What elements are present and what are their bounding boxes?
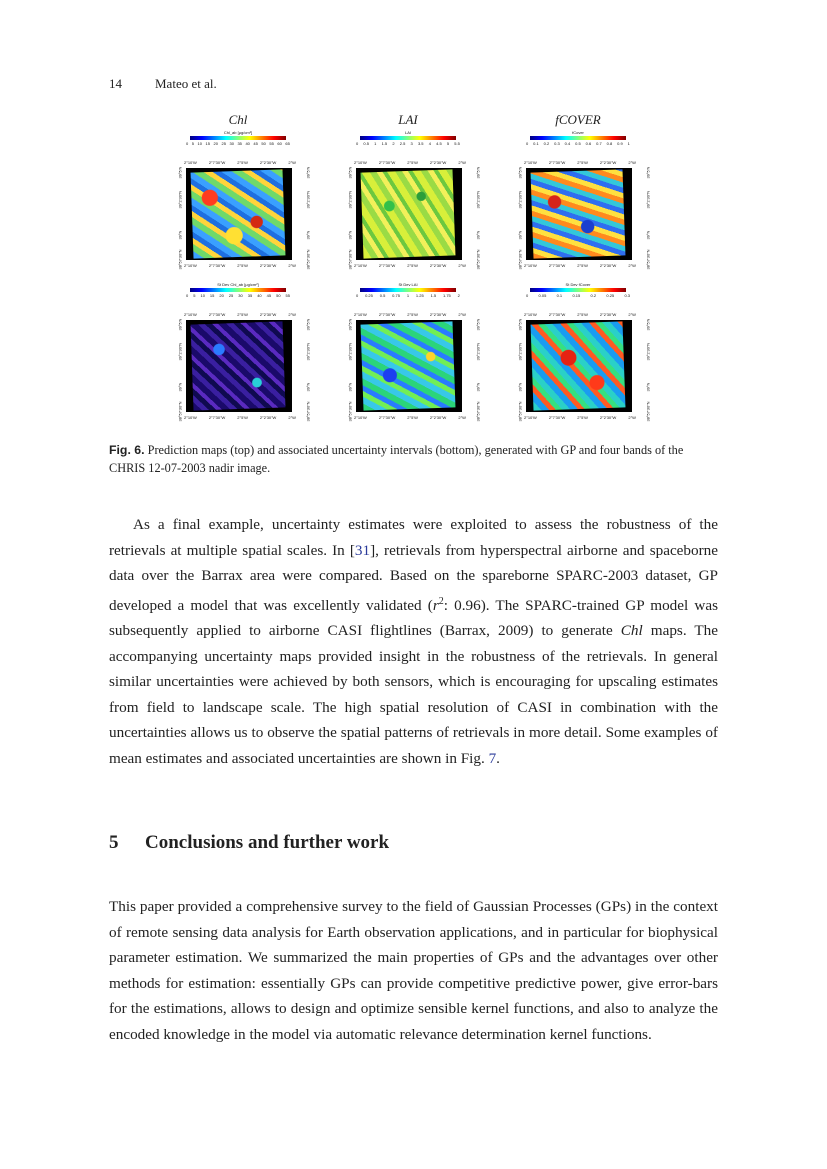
paragraph-run: : 0.96). The SPARC-trained GP model was subsequently applied to airborne CASI flightlines (Barrax, 2009) to generate bbox=[109, 596, 718, 640]
latitude-tick-label: 38°57'30"N bbox=[645, 401, 651, 422]
latitude-tick-label: 39°N bbox=[347, 382, 353, 392]
colorbar-tick-label: 2 bbox=[457, 293, 460, 298]
longitude-tick-label: 2°10'W bbox=[354, 415, 367, 420]
colorbar-tick-label: 0 bbox=[186, 293, 189, 298]
longitude-tick-label: 2°5'W bbox=[577, 160, 588, 165]
latitude-tick-label: 39°5'N bbox=[475, 166, 481, 179]
colorbar-tick-label: 20 bbox=[213, 141, 218, 146]
latitude-tick-label: 39°2'30"N bbox=[177, 191, 183, 209]
colorbar bbox=[190, 136, 286, 140]
longitude-tick-label: 2°2'30"W bbox=[429, 415, 447, 420]
colorbar-tick-label: 2.5 bbox=[399, 141, 406, 146]
colorbar-tick-label: 0.5 bbox=[379, 293, 386, 298]
latitude-tick-label: 38°57'30"N bbox=[475, 249, 481, 270]
longitude-tick-label: 2°10'W bbox=[354, 160, 367, 165]
longitude-tick-label: 2°7'30"W bbox=[208, 263, 226, 268]
longitude-tick-label: 2°10'W bbox=[184, 263, 197, 268]
longitude-tick-label: 2°2'30"W bbox=[429, 263, 447, 268]
latitude-ticks-right bbox=[298, 318, 318, 422]
longitude-tick-label: 2°10'W bbox=[524, 263, 537, 268]
longitude-tick-label: 2°W bbox=[628, 415, 636, 420]
longitude-tick-label: 2°5'W bbox=[577, 263, 588, 268]
longitude-tick-label: 2°10'W bbox=[524, 312, 537, 317]
latitude-tick-label: 39°2'30"N bbox=[517, 191, 523, 209]
colorbar-tick-label: 0.25 bbox=[606, 293, 615, 298]
latitude-tick-label: 39°N bbox=[645, 230, 651, 240]
colorbar-tick-label: 0.8 bbox=[606, 141, 613, 146]
colorbar-tick-label: 10 bbox=[200, 293, 205, 298]
colorbar bbox=[360, 288, 456, 292]
longitude-tick-label: 2°5'W bbox=[237, 312, 248, 317]
latitude-tick-label: 38°57'30"N bbox=[517, 401, 523, 422]
colorbar-tick-label: 0 bbox=[356, 141, 359, 146]
longitude-tick-label: 2°W bbox=[458, 312, 466, 317]
longitude-tick-label: 2°7'30"W bbox=[378, 263, 396, 268]
latitude-tick-label: 39°5'N bbox=[645, 318, 651, 331]
latitude-tick-label: 39°2'30"N bbox=[305, 191, 311, 209]
longitude-tick-label: 2°5'W bbox=[577, 415, 588, 420]
column-title-fcover: fCOVER bbox=[555, 112, 601, 127]
raster-map-image bbox=[526, 320, 632, 412]
colorbar-title: St Dev LAI bbox=[398, 282, 418, 287]
longitude-tick-label: 2°2'30"W bbox=[599, 312, 617, 317]
longitude-tick-label: 2°7'30"W bbox=[548, 312, 566, 317]
map-panel-fcover bbox=[508, 130, 651, 270]
colorbar-tick-label: 5 bbox=[193, 293, 196, 298]
latitude-tick-label: 39°2'30"N bbox=[645, 191, 651, 209]
running-head-authors: Mateo et al. bbox=[155, 76, 217, 91]
longitude-tick-label: 2°W bbox=[458, 263, 466, 268]
longitude-ticks-top bbox=[354, 312, 466, 317]
longitude-tick-label: 2°2'30"W bbox=[599, 160, 617, 165]
latitude-ticks-right bbox=[468, 166, 488, 270]
latitude-tick-label: 38°57'30"N bbox=[347, 249, 353, 270]
map-panel-lai bbox=[338, 130, 481, 270]
longitude-tick-label: 2°2'30"W bbox=[259, 160, 277, 165]
latitude-tick-label: 38°57'30"N bbox=[305, 401, 311, 422]
longitude-tick-label: 2°10'W bbox=[524, 415, 537, 420]
page-number: 14 bbox=[109, 76, 122, 91]
colorbar-tick-label: 0.6 bbox=[585, 141, 592, 146]
colorbar-tick-label: 15 bbox=[205, 141, 210, 146]
longitude-ticks-bottom bbox=[524, 263, 636, 268]
colorbar-tick-label: 50 bbox=[261, 141, 266, 146]
raster-map-image bbox=[356, 320, 462, 412]
colorbar-tick-label: 20 bbox=[219, 293, 224, 298]
section-number: 5 bbox=[109, 832, 119, 853]
colorbar-tick-label: 0.9 bbox=[617, 141, 623, 146]
latitude-tick-label: 39°N bbox=[517, 382, 523, 392]
longitude-ticks-bottom bbox=[184, 263, 296, 268]
latitude-tick-label: 39°N bbox=[177, 230, 183, 240]
column-title-lai: LAI bbox=[398, 112, 418, 127]
longitude-ticks-bottom bbox=[354, 415, 466, 420]
colorbar-tick-label: 1.5 bbox=[430, 293, 437, 298]
latitude-tick-label: 39°5'N bbox=[177, 318, 183, 331]
paragraph-run: As a final example, uncertainty estimates were exploited to assess the robustness of the retrievals at multiple spatial scales. In [ bbox=[109, 516, 718, 559]
colorbar-title: St Dev Chl_ab [μg/cm²] bbox=[217, 282, 259, 287]
colorbar-tick-label: 0 bbox=[526, 141, 529, 146]
latitude-tick-label: 39°2'30"N bbox=[177, 343, 183, 361]
colorbar-ticks bbox=[186, 141, 290, 146]
paragraph-run: Chl bbox=[620, 622, 643, 640]
caption-label: Fig. 6. bbox=[109, 443, 145, 457]
colorbar bbox=[530, 136, 626, 140]
longitude-tick-label: 2°10'W bbox=[184, 312, 197, 317]
colorbar-ticks bbox=[356, 141, 460, 146]
latitude-tick-label: 39°N bbox=[305, 230, 311, 240]
colorbar-tick-label: 0.3 bbox=[554, 141, 560, 146]
latitude-tick-label: 39°5'N bbox=[475, 318, 481, 331]
colorbar bbox=[190, 288, 286, 292]
longitude-tick-label: 2°W bbox=[458, 415, 466, 420]
colorbar-tick-label: 10 bbox=[197, 141, 202, 146]
colorbar-tick-label: 0.5 bbox=[363, 141, 369, 146]
longitude-tick-label: 2°10'W bbox=[184, 415, 197, 420]
colorbar-title: St Dev fCover bbox=[565, 282, 591, 287]
latitude-tick-label: 38°57'30"N bbox=[177, 249, 183, 270]
latitude-tick-label: 39°N bbox=[475, 230, 481, 240]
longitude-tick-label: 2°7'30"W bbox=[208, 415, 226, 420]
longitude-tick-label: 2°7'30"W bbox=[208, 160, 226, 165]
latitude-tick-label: 39°N bbox=[645, 382, 651, 392]
latitude-tick-label: 39°5'N bbox=[305, 166, 311, 179]
longitude-tick-label: 2°7'30"W bbox=[378, 312, 396, 317]
latitude-tick-label: 39°2'30"N bbox=[475, 343, 481, 361]
colorbar-tick-label: 35 bbox=[247, 293, 253, 298]
colorbar-tick-label: 0.1 bbox=[533, 141, 539, 146]
latitude-tick-label: 38°57'30"N bbox=[347, 401, 353, 422]
colorbar-ticks bbox=[356, 293, 460, 298]
longitude-tick-label: 2°5'W bbox=[237, 160, 248, 165]
longitude-tick-label: 2°2'30"W bbox=[599, 263, 617, 268]
longitude-tick-label: 2°2'30"W bbox=[259, 312, 277, 317]
colorbar-tick-label: 1 bbox=[406, 293, 410, 298]
raster-map-image bbox=[526, 168, 632, 260]
colorbar-tick-label: 0.7 bbox=[596, 141, 602, 146]
longitude-tick-label: 2°5'W bbox=[407, 263, 418, 268]
longitude-tick-label: 2°W bbox=[288, 312, 296, 317]
latitude-tick-label: 39°2'30"N bbox=[475, 191, 481, 209]
longitude-tick-label: 2°10'W bbox=[354, 263, 367, 268]
raster-map-image bbox=[186, 168, 292, 260]
longitude-tick-label: 2°10'W bbox=[354, 312, 367, 317]
colorbar-tick-label: 2 bbox=[392, 141, 395, 146]
colorbar bbox=[530, 288, 626, 292]
longitude-ticks-bottom bbox=[524, 415, 636, 420]
longitude-tick-label: 2°2'30"W bbox=[429, 312, 447, 317]
longitude-tick-label: 2°7'30"W bbox=[208, 312, 226, 317]
citation-link[interactable]: 31 bbox=[354, 541, 371, 559]
colorbar-tick-label: 0 bbox=[356, 293, 359, 298]
longitude-tick-label: 2°W bbox=[628, 160, 636, 165]
raster-map-image bbox=[186, 320, 292, 412]
latitude-tick-label: 38°57'30"N bbox=[645, 249, 651, 270]
colorbar-title: LAI bbox=[404, 130, 411, 135]
longitude-ticks-bottom bbox=[354, 263, 466, 268]
colorbar-ticks bbox=[526, 293, 630, 298]
colorbar-tick-label: 0.3 bbox=[624, 293, 630, 298]
longitude-tick-label: 2°10'W bbox=[184, 160, 197, 165]
map-panel-lai-sd bbox=[338, 282, 481, 422]
colorbar-tick-label: 60 bbox=[277, 141, 282, 146]
latitude-tick-label: 39°5'N bbox=[645, 166, 651, 179]
longitude-ticks-top bbox=[354, 160, 466, 165]
colorbar-tick-label: 15 bbox=[209, 293, 215, 298]
colorbar-tick-label: 1 bbox=[374, 141, 377, 146]
latitude-ticks-right bbox=[638, 166, 658, 270]
longitude-tick-label: 2°2'30"W bbox=[259, 415, 277, 420]
latitude-tick-label: 39°5'N bbox=[347, 166, 353, 179]
colorbar-tick-label: 0 bbox=[526, 293, 529, 298]
longitude-tick-label: 2°W bbox=[458, 160, 466, 165]
column-title-chl: Chl bbox=[228, 112, 248, 127]
colorbar-ticks bbox=[186, 293, 290, 298]
longitude-tick-label: 2°5'W bbox=[237, 415, 248, 420]
longitude-tick-label: 2°7'30"W bbox=[378, 415, 396, 420]
longitude-tick-label: 2°5'W bbox=[407, 160, 418, 165]
colorbar-tick-label: 0.25 bbox=[365, 293, 373, 298]
latitude-tick-label: 39°2'30"N bbox=[517, 343, 523, 361]
colorbar-tick-label: 50 bbox=[276, 293, 281, 298]
colorbar-tick-label: 1 bbox=[627, 141, 630, 146]
longitude-tick-label: 2°2'30"W bbox=[259, 263, 277, 268]
latitude-tick-label: 39°5'N bbox=[517, 166, 523, 179]
colorbar-tick-label: 45 bbox=[253, 141, 258, 146]
longitude-tick-label: 2°5'W bbox=[237, 263, 248, 268]
colorbar bbox=[360, 136, 456, 140]
map-panel-fcover-sd bbox=[508, 282, 651, 422]
latitude-ticks-right bbox=[298, 166, 318, 270]
latitude-tick-label: 38°57'30"N bbox=[517, 249, 523, 270]
latitude-tick-label: 39°N bbox=[177, 382, 183, 392]
latitude-tick-label: 39°N bbox=[347, 230, 353, 240]
colorbar-tick-label: 25 bbox=[221, 141, 226, 146]
latitude-tick-label: 39°5'N bbox=[305, 318, 311, 331]
colorbar-tick-label: 5 bbox=[191, 141, 194, 146]
latitude-tick-label: 39°N bbox=[517, 230, 523, 240]
colorbar-tick-label: 25 bbox=[228, 293, 234, 298]
longitude-ticks-top bbox=[524, 160, 636, 165]
latitude-tick-label: 39°2'30"N bbox=[305, 343, 311, 361]
body-paragraph-1 bbox=[109, 512, 718, 771]
colorbar-tick-label: 0.2 bbox=[543, 141, 550, 146]
latitude-tick-label: 39°5'N bbox=[517, 318, 523, 331]
colorbar-tick-label: 30 bbox=[238, 293, 243, 298]
colorbar-tick-label: 5.5 bbox=[454, 141, 460, 146]
latitude-tick-label: 39°5'N bbox=[347, 318, 353, 331]
colorbar-tick-label: 3.5 bbox=[417, 141, 424, 146]
body-paragraph-2: This paper provided a comprehensive survey to the field of Gaussian Processes (GPs) in the context of remote sensing data analysis for Earth observation applications, and in particular for biophysical parameter estimation. We summarized the main properties of GPs and the advantages over other methods for estimation: essentially GPs can provide competitive predictive power, give error-bars for the estimations, allows to design and optimize sensible kernel functions, and also to analyze the encoded knowledge in the model via automatic relevance determination kernel functions. bbox=[109, 898, 718, 1043]
running-head bbox=[109, 76, 217, 92]
raster-map-image bbox=[356, 168, 462, 260]
map-panel-chl-sd bbox=[168, 282, 311, 422]
longitude-tick-label: 2°7'30"W bbox=[378, 160, 396, 165]
colorbar-title: Chl_ab [μg/cm²] bbox=[223, 130, 253, 135]
section-title: Conclusions and further work bbox=[145, 832, 390, 853]
colorbar-tick-label: 0.2 bbox=[590, 293, 597, 298]
latitude-tick-label: 39°N bbox=[475, 382, 481, 392]
colorbar-tick-label: 4 bbox=[428, 141, 431, 146]
figure-caption bbox=[109, 441, 718, 477]
longitude-tick-label: 2°7'30"W bbox=[548, 160, 566, 165]
colorbar-tick-label: 0.15 bbox=[572, 293, 581, 298]
latitude-tick-label: 39°N bbox=[305, 382, 311, 392]
latitude-tick-label: 38°57'30"N bbox=[305, 249, 311, 270]
colorbar-tick-label: 1.5 bbox=[381, 141, 388, 146]
longitude-ticks-top bbox=[524, 312, 636, 317]
colorbar-tick-label: 5 bbox=[446, 141, 450, 146]
longitude-tick-label: 2°7'30"W bbox=[548, 415, 566, 420]
colorbar-tick-label: 3 bbox=[410, 141, 413, 146]
colorbar-title: fCover bbox=[572, 130, 584, 135]
colorbar-tick-label: 35 bbox=[237, 141, 242, 146]
colorbar-tick-label: 55 bbox=[269, 141, 274, 146]
latitude-tick-label: 39°5'N bbox=[177, 166, 183, 179]
latitude-ticks-right bbox=[468, 318, 488, 422]
map-panel-chl bbox=[168, 130, 311, 270]
colorbar-tick-label: 0.75 bbox=[392, 293, 400, 298]
caption-text: Prediction maps (top) and associated uncertainty intervals (bottom), generated with GP and four bands of the CHRIS 12-07-2003 nadir image. bbox=[109, 443, 684, 475]
colorbar-tick-label: 30 bbox=[229, 141, 234, 146]
colorbar-tick-label: 0.4 bbox=[564, 141, 571, 146]
colorbar-tick-label: 40 bbox=[245, 141, 250, 146]
figure-6 bbox=[168, 112, 651, 422]
longitude-tick-label: 2°W bbox=[288, 415, 296, 420]
latitude-tick-label: 39°2'30"N bbox=[347, 191, 353, 209]
longitude-tick-label: 2°5'W bbox=[577, 312, 588, 317]
longitude-tick-label: 2°W bbox=[628, 263, 636, 268]
colorbar-tick-label: 65 bbox=[285, 141, 290, 146]
longitude-tick-label: 2°W bbox=[288, 160, 296, 165]
section-heading bbox=[109, 832, 389, 854]
colorbar-tick-label: 0.05 bbox=[538, 293, 547, 298]
longitude-tick-label: 2°5'W bbox=[407, 312, 418, 317]
longitude-tick-label: 2°2'30"W bbox=[429, 160, 447, 165]
longitude-ticks-bottom bbox=[184, 415, 296, 420]
longitude-ticks-top bbox=[184, 160, 296, 165]
colorbar-ticks bbox=[526, 141, 630, 146]
longitude-tick-label: 2°10'W bbox=[524, 160, 537, 165]
latitude-ticks-right bbox=[638, 318, 658, 422]
colorbar-tick-label: 1.25 bbox=[415, 293, 424, 298]
colorbar-tick-label: 40 bbox=[257, 293, 262, 298]
longitude-tick-label: 2°W bbox=[628, 312, 636, 317]
latitude-tick-label: 38°57'30"N bbox=[177, 401, 183, 422]
citation-link[interactable]: 7 bbox=[488, 749, 497, 767]
colorbar-tick-label: 0 bbox=[186, 141, 189, 146]
colorbar-tick-label: 0.1 bbox=[556, 293, 563, 298]
colorbar-tick-label: 0.5 bbox=[575, 141, 581, 146]
paragraph-run: r bbox=[432, 596, 439, 614]
longitude-tick-label: 2°2'30"W bbox=[599, 415, 617, 420]
colorbar-tick-label: 45 bbox=[266, 293, 272, 298]
longitude-tick-label: 2°5'W bbox=[407, 415, 418, 420]
colorbar-tick-label: 4.5 bbox=[436, 141, 442, 146]
longitude-ticks-top bbox=[184, 312, 296, 317]
longitude-tick-label: 2°7'30"W bbox=[548, 263, 566, 268]
latitude-tick-label: 39°2'30"N bbox=[347, 343, 353, 361]
colorbar-tick-label: 55 bbox=[285, 293, 290, 298]
paragraph-run: maps. The accompanying uncertainty maps provided insight in the robustness of the retrievals. In general similar uncertainties were achieved by both sensors, which is encouraging for upscaling estimates from field to landscape scale. The high spatial resolution of CASI in combination with the uncertainties allows us to observe the spatial patterns of retrievals in more detail. Some examples of mean estimates and associated uncertainties are shown in Fig. bbox=[109, 622, 718, 767]
paragraph-run: ], retrievals from hyperspectral airborne and spaceborne data over the Barrax area were compared. Based on the spareborne SPARC-2003 dataset, GP developed a model that was excellently validated ( bbox=[109, 541, 719, 614]
latitude-tick-label: 39°2'30"N bbox=[645, 343, 651, 361]
latitude-tick-label: 38°57'30"N bbox=[475, 401, 481, 422]
paragraph-run: 2 bbox=[438, 595, 444, 607]
colorbar-tick-label: 1.75 bbox=[443, 293, 451, 298]
paragraph-run: . bbox=[496, 749, 500, 767]
longitude-tick-label: 2°W bbox=[288, 263, 296, 268]
